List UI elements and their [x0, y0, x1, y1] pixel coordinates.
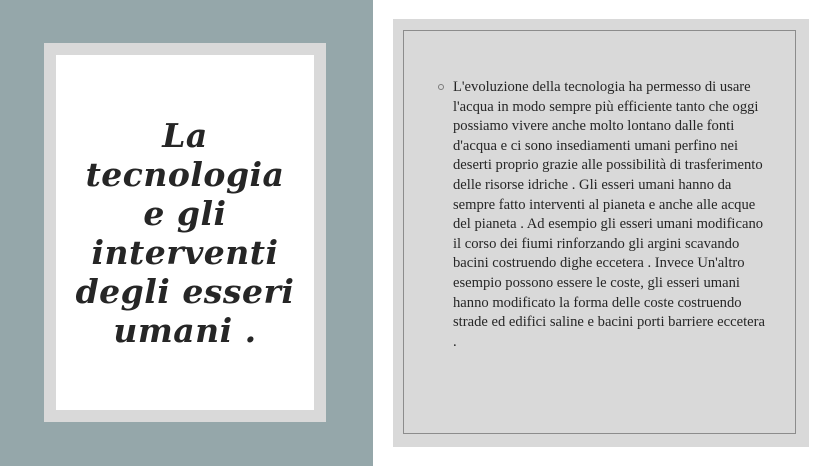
- title-line: tecnologia: [85, 154, 285, 194]
- title-line: e gli: [143, 193, 227, 233]
- body-paragraph: L'evoluzione della tecnologia ha permesso di usare l'acqua in modo sempre più efficiente tanto che oggi possiamo vivere anche molto lontano dalle fonti d'acqua e ci sono insediamenti umani perfino nei deserti proprio grazie alle possibilità di trasferimento delle risorse idriche . Gli esseri umani hanno da sempre fatto interventi al pianeta e anche alle acque del pianeta . Ad esempio gli esseri umani modificano il corso dei fiumi rinforzando gli argini scavando bacini costruendo dighe eccetera . Invece Un'altro esempio possono essere le coste, gli esseri umani hanno modificato la forma delle coste costruendo strade ed edifici saline e bacini porti barriere eccetera .: [453, 79, 765, 350]
- hollow-bullet-icon: [438, 84, 444, 90]
- title-line: umani .: [113, 310, 257, 350]
- title-line: degli esseri: [75, 271, 295, 311]
- list-item: [438, 78, 768, 352]
- title-line: interventi: [91, 232, 279, 272]
- title-card: [56, 55, 314, 410]
- bullet-list: [438, 78, 768, 352]
- title-line: La: [162, 115, 208, 155]
- slide-title: [70, 116, 301, 350]
